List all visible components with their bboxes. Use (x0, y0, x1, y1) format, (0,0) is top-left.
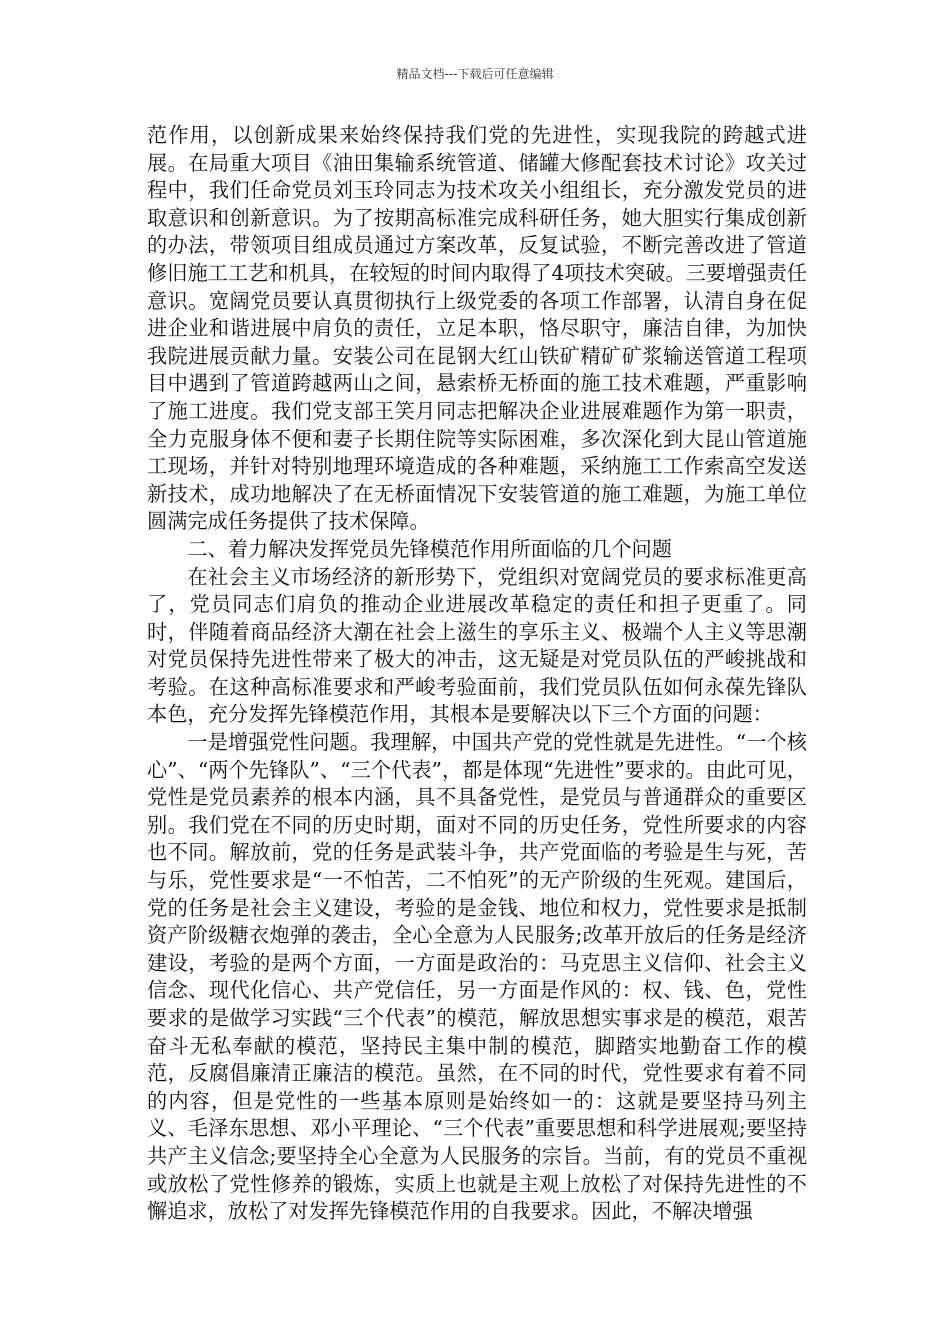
paragraph-continuation: 范作用，以创新成果来始终保持我们党的先进性，实现我院的跨越式进展。在局重大项目《油田集输系统管道、储罐大修配套技术讨论》攻关过程中，我们任命党员刘玉玲同志为技术攻关小组组长，充分激发党员的进取意识和创新意识。为了按期高标准完成科研任务，她大胆实行集成创新的办法，带领项目组成员通过方案改革，反复试验，不断完善改进了管道修旧施工工艺和机具，在较短的时间内取得了4项技术突破。三要增强责任意识。宽阔党员要认真贯彻执行上级党委的各项工作部署，认清自身在促进企业和谐进展中肩负的责任，立足本职，恪尽职守，廉洁自律，为加快我院进展贡献力量。安装公司在昆钢大红山铁矿精矿矿浆输送管道工程项目中遇到了管道跨越两山之间，悬索桥无桥面的施工技术难题，严重影响了施工进度。我们党支部王笑月同志把解决企业进展难题作为第一职责，全力克服身体不便和妻子长期住院等实际困难，多次深化到大昆山管道施工现场，并针对特别地理环境造成的各种难题，采纳施工工作索高空发送新技术，成功地解决了在无桥面情况下安装管道的施工难题，为施工单位圆满完成任务提供了技术保障。 (147, 123, 807, 534)
page-header: 精品文档---下载后可任意编辑 (396, 67, 554, 81)
paragraph: 在社会主义市场经济的新形势下，党组织对宽阔党员的要求标准更高了，党员同志们肩负的推动企业进展改革稳定的责任和担子更重了。同时，伴随着商品经济大潮在社会上滋生的享乐主义、极端个人主义等思潮对党员保持先进性带来了极大的冲击，这无疑是对党员队伍的严峻挑战和考验。在这种高标准要求和严峻考验面前，我们党员队伍如何永葆先锋队本色，充分发挥先锋模范作用，其根本是要解决以下三个方面的问题： (147, 564, 807, 727)
document-body (147, 122, 807, 1226)
section-heading: 二、着力解决发挥党员先锋模范作用所面临的几个问题 (187, 536, 672, 561)
paragraph: 一是增强党性问题。我理解，中国共产党的党性就是先进性。“一个核心”、“两个先锋队”、“三个代表”，都是体现“先进性”要求的。由此可见，党性是党员素养的根本内涵，具不具备党性，是党员与普通群众的重要区别。我们党在不同的历史时期，面对不同的历史任务，党性所要求的内容也不同。解放前，党的任务是武装斗争，共产党面临的考验是生与死，苦与乐，党性要求是“一不怕苦，二不怕死”的无产阶级的生死观。建国后，党的任务是社会主义建设，考验的是金钱、地位和权力，党性要求是抵制资产阶级糖衣炮弹的袭击，全心全意为人民服务;改革开放后的任务是经济建设，考验的是两个方面，一方面是政治的：马克思主义信仰、社会主义信念、现代化信心、共产党信任，另一方面是作风的：权、钱、色，党性要求的是做学习实践“三个代表”的模范，解放思想实事求是的模范，艰苦奋斗无私奉献的模范，坚持民主集中制的模范，脚踏实地勤奋工作的模范，反腐倡廉清正廉洁的模范。虽然，在不同的时代，党性要求有着不同的内容，但是党性的一些基本原则是始终如一的：这就是要坚持马列主义、毛泽东思想、邓小平理论、“三个代表”重要思想和科学进展观;要坚持共产主义信念;要坚持全心全意为人民服务的宗旨。当前，有的党员不重视或放松了党性修养的锻炼，实质上也就是主观上放松了对保持先进性的不懈追求，放松了对发挥先锋模范作用的自我要求。因此，不解决增强 (147, 730, 807, 1224)
